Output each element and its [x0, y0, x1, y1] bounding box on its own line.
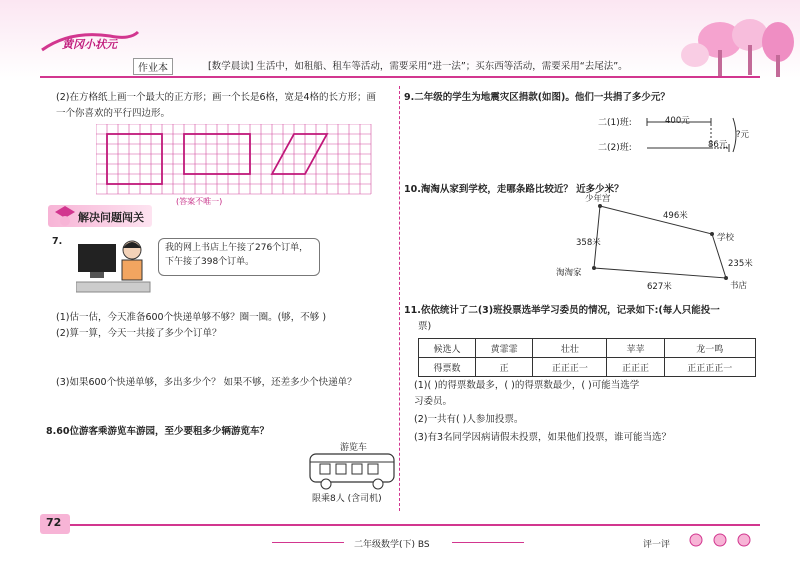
- total-unknown: ?元: [736, 130, 750, 140]
- bubble-line2: 下午接了398个订单。: [165, 257, 255, 267]
- place-school: 学校: [717, 233, 735, 243]
- grid-caption: (答案不唯一): [176, 197, 223, 206]
- table-row: [419, 358, 756, 377]
- page-number: 72: [46, 516, 62, 529]
- smiley-faces-icon: [686, 532, 756, 548]
- table-cell: 正: [476, 358, 533, 377]
- footer-rate: 评一评: [643, 540, 671, 550]
- class2-label: 二(2)班:: [598, 143, 632, 153]
- amount1: 400元: [665, 116, 690, 126]
- footer-rule: [40, 524, 760, 526]
- donation-diagram: [645, 112, 745, 156]
- tree-illustration: [600, 10, 800, 78]
- footer-line-left: [272, 542, 344, 543]
- q11-answer3: (3)有3名同学因病请假未投票，如果他们投票，谁可能当选？: [414, 432, 672, 443]
- table-header-row: [419, 339, 756, 358]
- q7-part2: (2)算一算，今天一共接了多少个订单？: [56, 328, 222, 339]
- dist-home-store: 627米: [647, 282, 672, 292]
- table-cell: 苹苹: [607, 339, 664, 358]
- math-reading: [数学晨读] 生活中，如租船、租车等活动，需要采用“进一法”；买东西等活动，需要采用“去尾法”。: [208, 61, 628, 72]
- table-cell: 正正正一: [533, 358, 607, 377]
- vote-table: [418, 338, 756, 377]
- dist-palace-school: 496米: [663, 211, 688, 221]
- place-store: 书店: [730, 281, 748, 291]
- section-title: 解决问题闯关: [78, 211, 144, 224]
- bus-illustration: [306, 450, 398, 492]
- q7-part3: (3)如果600个快递单够，多出多少个？ 如果不够，还差多少个快递单？: [56, 377, 357, 388]
- book-label: 作业本: [133, 58, 173, 75]
- q11-answer1-line2: 习委员。: [414, 396, 453, 407]
- bus-title: 游览车: [340, 443, 368, 453]
- q9-text: 9.二年级的学生为地震灾区捐款(如图)。他们一共捐了多少元？: [404, 92, 670, 103]
- q11-answer2: (2)一共有( )人参加投票。: [414, 414, 524, 425]
- table-cell: 正正正正一: [664, 358, 755, 377]
- footer-line-right: [452, 542, 524, 543]
- graduation-cap-icon: [54, 202, 76, 228]
- header-rule: [40, 76, 760, 78]
- footer-center: 二年级数学(下) BS: [354, 540, 430, 550]
- bus-caption: 限乘8人 (含司机): [312, 494, 382, 504]
- q11-line1: 11.依依统计了二(3)班投票选举学习委员的情况，记录如下:(每人只能投一: [404, 305, 720, 316]
- q7-part1: (1)估一估，今天准备600个快递单够不够？圈一圈。(够，不够 ): [56, 312, 327, 323]
- amount2: 86元: [708, 140, 728, 150]
- table-cell: 候选人: [419, 339, 476, 358]
- table-cell: 龙一鸣: [664, 339, 755, 358]
- table-cell: 得票数: [419, 358, 476, 377]
- q11-line2: 票): [418, 321, 432, 332]
- logo-text: 黄冈小状元: [62, 38, 117, 51]
- computer-person-illustration: [76, 236, 152, 296]
- q8-text: 8.60位游客乘游览车游园，至少要租多少辆游览车？: [46, 426, 269, 437]
- table-cell: 黄霏霏: [476, 339, 533, 358]
- q7-number: 7.: [52, 236, 63, 247]
- place-palace: 少年宫: [585, 194, 611, 204]
- bubble-line1: 我的网上书店上午接了276个订单，: [165, 243, 309, 253]
- q11-answer1-line1: (1)( )的得票数最多，( )的得票数最少，( )可能当选学: [414, 380, 640, 391]
- q10-text: 10.淘淘从家到学校，走哪条路比较近？ 近多少米？: [404, 184, 624, 195]
- dist-school-store: 235米: [728, 259, 753, 269]
- q2-line1: (2)在方格纸上画一个最大的正方形；画一个长是6格，宽是4格的长方形；画: [56, 92, 377, 103]
- column-divider: [399, 86, 400, 511]
- q2-line2: 一个你喜欢的平行四边形。: [56, 108, 171, 119]
- grid-paper: [96, 124, 376, 196]
- table-cell: 正正正: [607, 358, 664, 377]
- place-home: 淘淘家: [556, 268, 582, 278]
- table-cell: 壮壮: [533, 339, 607, 358]
- dist-home-palace: 358米: [576, 238, 601, 248]
- class1-label: 二(1)班:: [598, 118, 632, 128]
- speech-bubble: [158, 238, 320, 276]
